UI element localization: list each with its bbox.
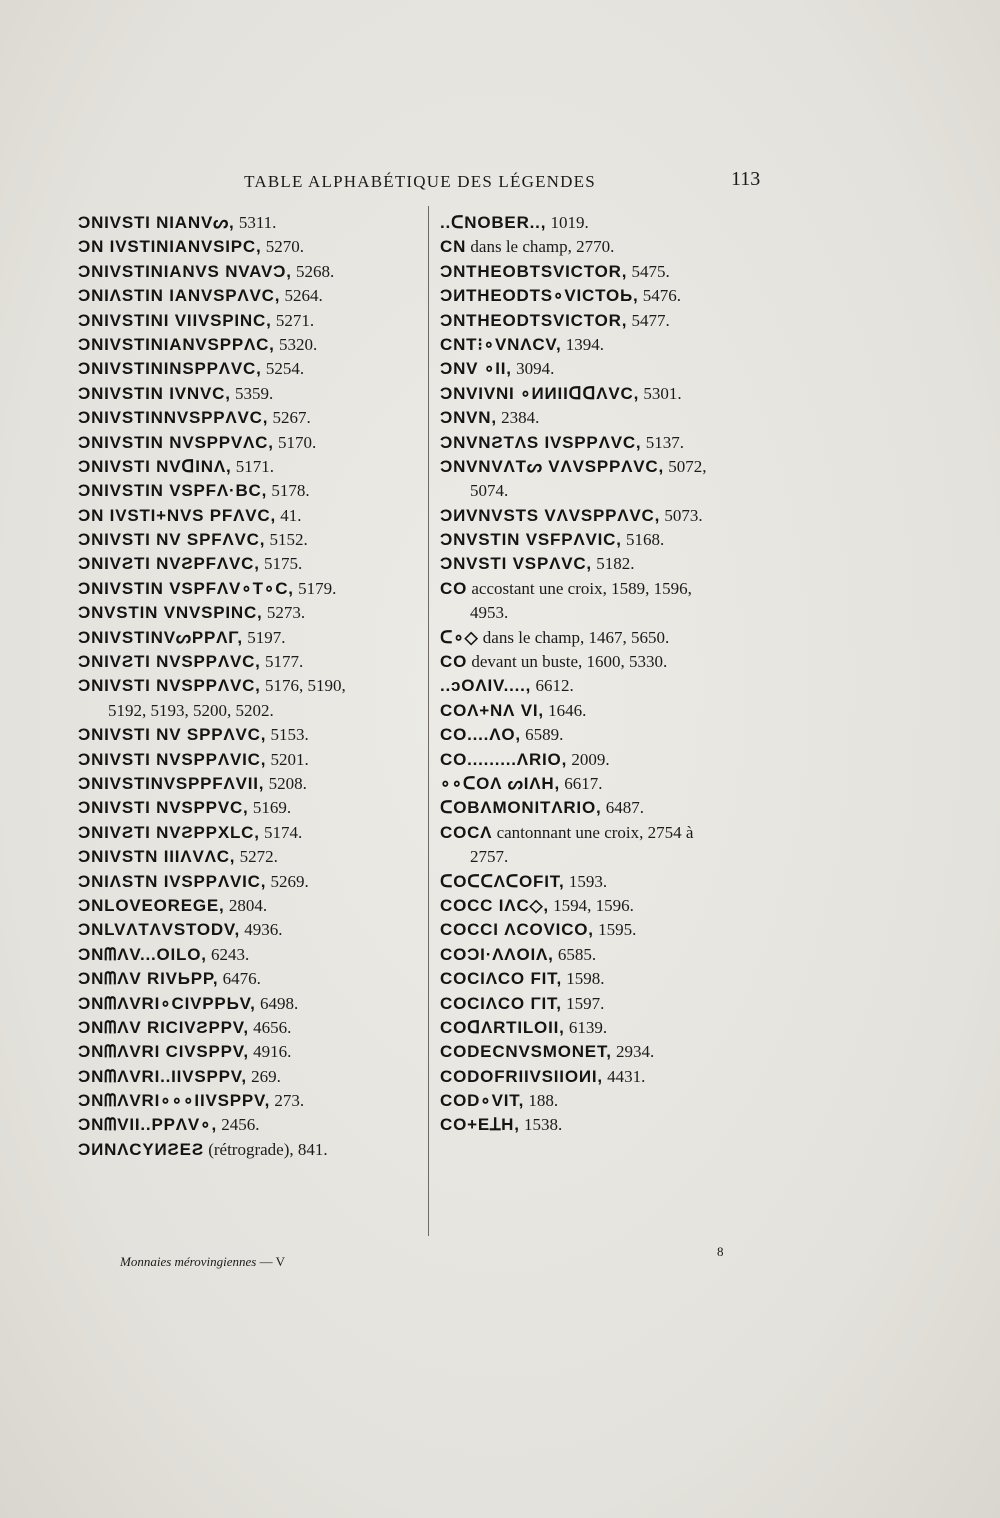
- legend-text: CO+EꓕH,: [440, 1115, 520, 1135]
- entry-references: 5271.: [271, 310, 315, 330]
- index-entry: [78, 503, 418, 527]
- entry-references: 5177.: [260, 652, 304, 672]
- signature-mark: — V: [256, 1254, 286, 1269]
- entry-references: 5168.: [621, 530, 665, 550]
- entry-references: 6498.: [255, 993, 299, 1013]
- index-entry: [78, 625, 418, 649]
- index-entry: [78, 991, 418, 1015]
- legend-text: ƆNᗰΛV...OILO,: [78, 944, 207, 964]
- left-column: [78, 210, 418, 1161]
- legend-text: ƆN IVSTI+NVS PFΛVC,: [78, 505, 276, 525]
- index-entry: [78, 405, 418, 429]
- legend-text: ƆNIVSTI NVSPPΛVIC,: [78, 749, 267, 769]
- entry-references: 5254.: [261, 359, 305, 379]
- index-entry: [440, 600, 785, 624]
- index-entry: [78, 259, 418, 283]
- entry-references: 1598.: [562, 969, 605, 989]
- entry-references: 1019.: [546, 213, 589, 232]
- index-entry: [440, 795, 785, 819]
- signature-footer: [120, 1254, 285, 1270]
- index-entry: [78, 820, 418, 844]
- index-entry: [440, 234, 785, 258]
- legend-text: ᑕ∘◇: [440, 627, 479, 647]
- index-entry: [78, 771, 418, 795]
- entry-references: 5270.: [261, 237, 304, 257]
- index-entry: [440, 893, 785, 917]
- index-entry: [440, 430, 785, 454]
- legend-text: ƆNLVΛTΛVSTODV,: [78, 920, 241, 940]
- legend-text: ƆNIVSTINVᔕPPΛΓ,: [78, 627, 243, 647]
- index-entry: [78, 747, 418, 771]
- legend-text: ƆNIVSTINIANVS NVAVƆ,: [78, 261, 292, 281]
- entry-references: 6589.: [520, 725, 564, 745]
- index-entry: [440, 1015, 785, 1039]
- legend-text: ƆNᗰΛV RIVЬPP,: [78, 969, 219, 989]
- signature-title: Monnaies mérovingiennes: [120, 1254, 257, 1269]
- index-entry: [440, 942, 785, 966]
- index-entry: [440, 820, 785, 844]
- entry-references: 5152.: [265, 530, 308, 550]
- legend-text: CO....ΛO,: [440, 725, 521, 745]
- index-entry: [78, 332, 418, 356]
- index-entry: [78, 844, 418, 868]
- right-column: [440, 210, 785, 1137]
- index-entry: [78, 1015, 418, 1039]
- entry-references: 5273.: [262, 603, 306, 623]
- legend-text: ƆNIVSTIN VSPFΛV∘T∘C,: [78, 578, 294, 598]
- legend-text: ƆNᗰVII..PPΛV∘,: [78, 1115, 217, 1135]
- legend-text: ƆNᗰΛVRI∘∘∘IIVSPPV,: [78, 1091, 271, 1111]
- entry-references: 6139.: [564, 1017, 608, 1037]
- entry-references: 2384.: [496, 408, 540, 428]
- legend-text: ƆNIVSTIN IVNVC,: [78, 383, 231, 403]
- entry-references: 5264.: [280, 286, 323, 306]
- index-entry: [78, 1137, 418, 1161]
- entry-references: dans le champ, 2770.: [466, 237, 615, 257]
- column-divider: [428, 206, 429, 1236]
- entry-references: 5192, 5193, 5200, 5202.: [108, 700, 274, 720]
- entry-references: 2804.: [224, 895, 268, 915]
- index-entry: [440, 551, 785, 575]
- legend-text: CO: [440, 652, 468, 672]
- legend-text: ƆNVSTI VSPΛVC,: [440, 554, 592, 574]
- entry-references: 4953.: [470, 603, 509, 623]
- legend-text: ƆИNΛCYИƧEƧ: [78, 1139, 204, 1159]
- index-entry: [440, 210, 785, 234]
- legend-text: ƆNIΛSTN IVSPPΛVIC,: [78, 871, 267, 891]
- entry-references: accostant une croix, 1589, 1596,: [467, 578, 692, 598]
- legend-text: CODECNVSMONET,: [440, 1042, 612, 1062]
- entry-references: 1597.: [561, 993, 605, 1013]
- index-entry: [78, 698, 418, 722]
- index-entry: [78, 210, 418, 234]
- entry-references: 5269.: [266, 871, 309, 891]
- index-entry: [440, 405, 785, 429]
- legend-text: ƆNVSTIN VNVSPINC,: [78, 603, 263, 623]
- entry-references: 1646.: [543, 700, 587, 720]
- index-entry: [78, 722, 418, 746]
- index-entry: [78, 1064, 418, 1088]
- index-entry: [78, 478, 418, 502]
- entry-references: 5171.: [231, 456, 275, 476]
- legend-text: ƆNIVSTINNVSPPΛVC,: [78, 408, 269, 428]
- index-entry: [78, 1112, 418, 1136]
- legend-text: ƆNVSTIN VSFPΛVIC,: [440, 530, 622, 550]
- entry-references: 5311.: [234, 213, 277, 232]
- index-entry: [440, 625, 785, 649]
- legend-text: ƆNTHEOBTSVICTOR,: [440, 261, 628, 281]
- legend-text: COD∘VIT,: [440, 1091, 525, 1111]
- entry-references: 5178.: [267, 481, 310, 501]
- entry-references: 5174.: [259, 822, 303, 842]
- entry-references: 2757.: [470, 847, 509, 867]
- entry-references: devant un buste, 1600, 5330.: [467, 652, 668, 672]
- entry-references: 5072,: [664, 456, 707, 476]
- legend-text: ƆNV ∘II,: [440, 359, 512, 379]
- entry-references: 5074.: [470, 481, 509, 501]
- index-entry: [78, 673, 418, 697]
- index-entry: [78, 600, 418, 624]
- legend-text: ƆNIVSTI NVᗡINΛ,: [78, 456, 232, 476]
- index-entry: [78, 795, 418, 819]
- legend-text: ƆNLOVEOREGE,: [78, 895, 225, 915]
- index-entry: [78, 576, 418, 600]
- index-entry: [440, 869, 785, 893]
- entry-references: 1538.: [519, 1115, 563, 1135]
- legend-text: ..ᑕNOBER..,: [440, 213, 547, 232]
- legend-text: ƆNIVSTI NV SPPΛVC,: [78, 725, 267, 745]
- legend-text: ƆИVNVSTS VΛVSPPΛVC,: [440, 505, 661, 525]
- entry-references: 5176, 5190,: [260, 676, 346, 696]
- entry-references: 3094.: [511, 359, 555, 379]
- legend-text: ƆИTHEODTS∘VICTOЬ,: [440, 286, 639, 306]
- index-entry: [440, 771, 785, 795]
- index-entry: [78, 649, 418, 673]
- legend-text: ƆNIVSTININSPPΛVC,: [78, 359, 262, 379]
- legend-text: CO: [440, 578, 468, 598]
- entry-references: 5169.: [248, 798, 292, 818]
- entry-references: 5175.: [259, 554, 303, 574]
- legend-text: ƆNVNƧTΛS IVSPPΛVC,: [440, 432, 642, 452]
- entry-references: 188.: [524, 1091, 559, 1111]
- entry-references: 5268.: [291, 261, 335, 281]
- entry-references: 2456.: [216, 1115, 260, 1135]
- entry-references: 5359.: [230, 383, 274, 403]
- entry-references: 6612.: [531, 676, 574, 696]
- signature-number: 8: [717, 1244, 724, 1259]
- entry-references: 5153.: [266, 725, 309, 745]
- legend-text: ƆNIVSTINVSPPFΛVII,: [78, 773, 265, 793]
- entry-references: 5476.: [638, 286, 682, 306]
- index-entry: [78, 283, 418, 307]
- index-entry: [440, 917, 785, 941]
- legend-text: ƆNVN,: [440, 408, 497, 428]
- legend-text: ƆN IVSTINIANVSIPC,: [78, 237, 262, 257]
- index-entry: [78, 1088, 418, 1112]
- entry-references: 41.: [276, 505, 302, 525]
- entry-references: (rétrograde), 841.: [203, 1139, 328, 1159]
- index-entry: [440, 698, 785, 722]
- entry-references: cantonnant une croix, 2754 à: [492, 822, 694, 842]
- index-entry: [78, 356, 418, 380]
- legend-text: COCCI ΛCOVICO,: [440, 920, 594, 940]
- index-entry: [440, 259, 785, 283]
- page-number: 113: [731, 168, 761, 190]
- entry-references: dans le champ, 1467, 5650.: [478, 627, 670, 647]
- entry-references: 4936.: [240, 920, 283, 940]
- legend-text: CO.........ΛRIO,: [440, 749, 568, 769]
- running-header-title: TABLE ALPHABÉTIQUE DES LÉGENDES: [244, 172, 596, 191]
- index-entry: [440, 1088, 785, 1112]
- legend-text: ƆNIVSTI NIANVᔕ,: [78, 213, 235, 232]
- legend-text: ᑕOᑕᑕΛᑕOFIT,: [440, 871, 565, 891]
- legend-text: COƆI·ΛΛOIΛ,: [440, 944, 554, 964]
- legend-text: CNT⁝∘VNΛCV,: [440, 334, 562, 354]
- legend-text: ƆNIVSTI NV SPFΛVC,: [78, 530, 266, 550]
- entry-references: 273.: [270, 1091, 305, 1111]
- index-entry: [440, 381, 785, 405]
- entry-references: 5320.: [274, 334, 318, 354]
- legend-text: ƆNIVSTIN VSPFΛ·BC,: [78, 481, 268, 501]
- index-entry: [78, 942, 418, 966]
- index-entry: [440, 966, 785, 990]
- legend-text: COCIΛCO FIT,: [440, 969, 562, 989]
- entry-references: 5267.: [268, 408, 311, 428]
- entry-references: 5272.: [235, 847, 278, 867]
- entry-references: 6243.: [206, 944, 250, 964]
- index-entry: [440, 747, 785, 771]
- legend-text: ƆNᗰΛVRI∘CIVPPЬV,: [78, 993, 256, 1013]
- index-entry: [78, 430, 418, 454]
- index-entry: [440, 332, 785, 356]
- index-entry: [78, 966, 418, 990]
- index-entry: [78, 893, 418, 917]
- entry-references: 1594, 1596.: [548, 895, 634, 915]
- entry-references: 5201.: [266, 749, 309, 769]
- index-entry: [78, 381, 418, 405]
- entry-references: 2009.: [567, 749, 610, 769]
- index-entry: [78, 551, 418, 575]
- legend-text: ƆNIVSTINIANVSPPΛC,: [78, 334, 275, 354]
- index-entry: [440, 673, 785, 697]
- legend-text: ∘∘ᑕOΛ ᔕIΛH,: [440, 773, 560, 793]
- entry-references: 5301.: [639, 383, 682, 403]
- entry-references: 4916.: [248, 1042, 292, 1062]
- entry-references: 1593.: [564, 871, 608, 891]
- index-entry: [78, 1039, 418, 1063]
- index-entry: [440, 283, 785, 307]
- index-entry: [440, 478, 785, 502]
- entry-references: 4656.: [248, 1017, 292, 1037]
- index-entry: [78, 234, 418, 258]
- entry-references: 6487.: [601, 798, 645, 818]
- legend-text: ƆNIVSTIN NVSPPVΛC,: [78, 432, 274, 452]
- legend-text: ƆNIVSTN IIIΛVΛC,: [78, 847, 236, 867]
- entry-references: 6476.: [218, 969, 261, 989]
- entry-references: 5197.: [242, 627, 286, 647]
- legend-text: COCC IΛC◇,: [440, 895, 549, 915]
- entry-references: 5137.: [641, 432, 684, 452]
- index-entry: [440, 1039, 785, 1063]
- entry-references: 269.: [246, 1066, 281, 1086]
- legend-text: COᗡΛRTILOII,: [440, 1017, 565, 1037]
- legend-text: ƆNᗰΛVRI CIVSPPV,: [78, 1042, 249, 1062]
- index-entry: [78, 527, 418, 551]
- legend-text: ƆNTHEODTSVICTOR,: [440, 310, 628, 330]
- legend-text: ƆNIVSTI NVSPPΛVC,: [78, 676, 261, 696]
- legend-text: CN: [440, 237, 467, 257]
- legend-text: ƆNVIVNI ∘ИИIIᗡᗡΛVC,: [440, 383, 640, 403]
- legend-text: ƆNIVƧTI NVSPPΛVC,: [78, 652, 261, 672]
- index-entry: [440, 308, 785, 332]
- index-entry: [440, 1064, 785, 1088]
- legend-text: COCΛ: [440, 822, 493, 842]
- entry-references: 5182.: [591, 554, 635, 574]
- index-entry: [440, 1112, 785, 1136]
- index-entry: [78, 308, 418, 332]
- entry-references: 4431.: [602, 1066, 646, 1086]
- entry-references: 5475.: [627, 261, 670, 281]
- legend-text: ƆNIVƧTI NVƧPPXLC,: [78, 822, 260, 842]
- index-entry: [440, 356, 785, 380]
- index-entry: [440, 503, 785, 527]
- entry-references: 5179.: [293, 578, 337, 598]
- legend-text: COCIΛCO ΓIT,: [440, 993, 562, 1013]
- entry-references: 5170.: [273, 432, 317, 452]
- legend-text: ƆNIΛSTIN IANVSPΛVC,: [78, 286, 281, 306]
- entry-references: 5073.: [660, 505, 703, 525]
- entry-references: 5208.: [264, 773, 307, 793]
- index-entry: [78, 917, 418, 941]
- entry-references: 6585.: [553, 944, 597, 964]
- legend-text: ƆNᗰΛVRI..IIVSPPV,: [78, 1066, 247, 1086]
- index-entry: [78, 454, 418, 478]
- legend-text: ..ɔOΛIV....,: [440, 676, 532, 696]
- index-entry: [440, 454, 785, 478]
- index-entry: [440, 722, 785, 746]
- entry-references: 1394.: [561, 334, 605, 354]
- entry-references: 6617.: [560, 773, 603, 793]
- index-entry: [440, 991, 785, 1015]
- index-entry: [440, 576, 785, 600]
- entry-references: 2934.: [611, 1042, 655, 1062]
- legend-text: COΛ+NΛ VI,: [440, 700, 544, 720]
- legend-text: CODOFRIIVSIIOИI,: [440, 1066, 603, 1086]
- index-entry: [440, 649, 785, 673]
- legend-text: ƆNIVƧTI NVƧPFΛVC,: [78, 554, 260, 574]
- index-entry: [78, 869, 418, 893]
- legend-text: ƆNᗰΛV RICIVƧPPV,: [78, 1017, 249, 1037]
- legend-text: ƆNIVSTINI VIIVSPINC,: [78, 310, 272, 330]
- legend-text: ƆNIVSTI NVSPPVC,: [78, 798, 249, 818]
- index-entry: [440, 527, 785, 551]
- entry-references: 1595.: [593, 920, 637, 940]
- entry-references: 5477.: [627, 310, 670, 330]
- legend-text: ƆNVNVΛTᔕ VΛVSPPΛVC,: [440, 456, 665, 476]
- legend-text: ᑕOBΛMONITΛRIO,: [440, 798, 602, 818]
- index-entry: [440, 844, 785, 868]
